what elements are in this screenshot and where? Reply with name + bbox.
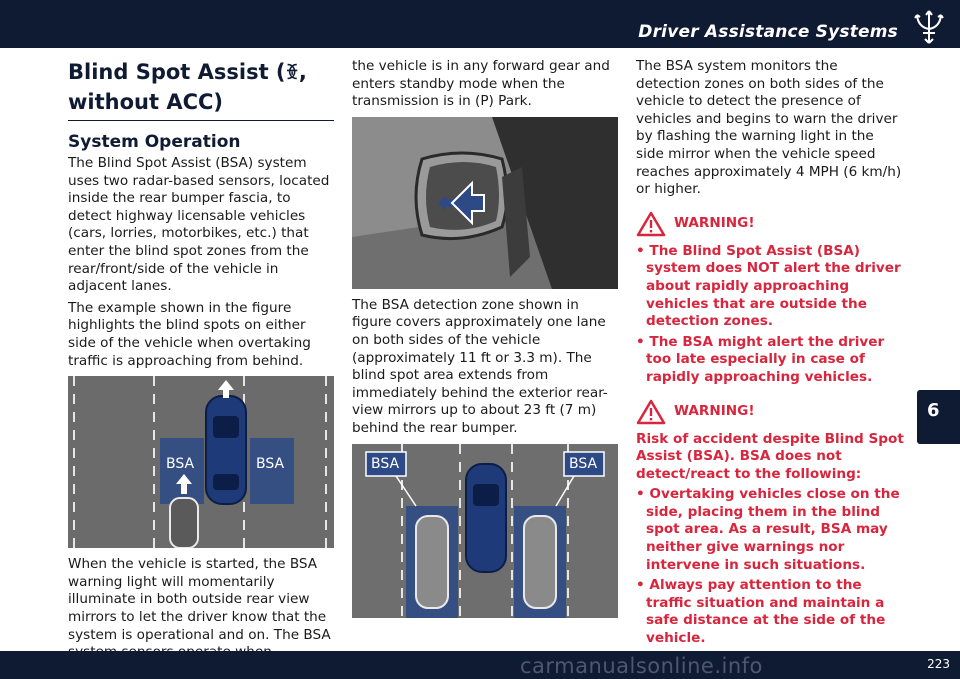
header-title: Driver Assistance Systems: [638, 22, 898, 42]
chapter-tab: [917, 390, 960, 444]
warning-item: • Always pay attention to the traffic situation and maintain a safe distance at the side of the vehicle.: [636, 577, 904, 647]
warning-title: WARNING!: [674, 214, 755, 231]
footer-band: [0, 651, 960, 679]
bsa-label-left: BSA: [371, 455, 400, 472]
paragraph: The BSA detection zone shown in figure covers approximately one lane on both sides of the vehicle (approximately 11 ft or 3.3 m). The blind spot area extends from immediately behind the exterior rear-view mirrors up to about 23 ft (7 m) behind the rear bumper.: [352, 296, 608, 436]
chapter-number: 6: [927, 400, 940, 421]
warning-2-intro: Risk of accident despite Blind Spot Assist (BSA). BSA does not detect/react to the following:: [636, 430, 904, 482]
page-number: 223: [927, 657, 950, 671]
trident-logo-icon: [912, 9, 946, 45]
section-title-comma: ,: [298, 60, 307, 84]
figure-detection-area: [352, 444, 618, 618]
warning-2-list: [636, 486, 904, 647]
warning-2-heading: [636, 399, 904, 425]
paragraph: The BSA system monitors the detection zones on both sides of the vehicle to detect the presence of vehicles and begins to warn the driver by flashing the warning light in the side mirror when the vehicle speed reaches approximately 4 MPH (6 km/h) or higher.: [636, 58, 902, 198]
section-title: [68, 58, 334, 116]
bsa-label-right: BSA: [569, 455, 598, 472]
column-1: [68, 58, 334, 666]
bsa-label-right: BSA: [256, 456, 285, 473]
warning-item: • The BSA might alert the driver too late especially in case of rapidly approaching vehicles.: [636, 334, 904, 387]
warning-1-list: [636, 243, 904, 387]
paragraph: The example shown in the figure highlights the blind spots on either side of the vehicle when overtaking traffic is approaching from behind.: [68, 299, 311, 369]
warning-title: WARNING!: [674, 402, 755, 419]
paragraph: the vehicle is in any forward gear and enters standby mode when the transmission is in (P) Park.: [352, 58, 610, 110]
warning-triangle-icon: [636, 211, 666, 237]
warning-item: • Overtaking vehicles close on the side, placing them in the blind spot area. As a result, BSA may neither give warnings nor intervene in such situations.: [636, 486, 904, 574]
column-2: [352, 58, 618, 626]
bsa-symbol-icon: ꆣ: [285, 64, 299, 84]
section-title-line1: Blind Spot Assist (: [68, 60, 286, 84]
section-title-line2: without ACC): [68, 90, 223, 114]
warning-1-heading: [636, 211, 904, 237]
bsa-label-left: BSA: [166, 456, 195, 473]
subtitle: System Operation: [68, 132, 241, 152]
column-3: [636, 58, 904, 671]
warning-triangle-icon: [636, 399, 666, 425]
paragraph: The Blind Spot Assist (BSA) system uses two radar-based sensors, located inside the rear bumper fascia, to detect highway licensable vehicles (cars, lorries, motorbikes, etc.) that enter the blind spot zones from the rear/front/side of the vehicle in adjacent lanes.: [68, 155, 330, 295]
warning-item: • The Blind Spot Assist (BSA) system does NOT alert the driver about rapidly approaching vehicles that are outside the detection zones.: [636, 243, 904, 331]
header-band: [0, 0, 960, 48]
figure-blind-spot-zones: [68, 376, 334, 548]
watermark: carmanualsonline.info: [520, 654, 763, 678]
title-divider: [68, 120, 334, 121]
figure-side-mirror: [352, 117, 618, 289]
paragraph: When the vehicle is started, the BSA warning light will momentarily illuminate in both outside rear view mirrors to let the driver know that the system is operational and on. The BSA: [68, 556, 331, 643]
